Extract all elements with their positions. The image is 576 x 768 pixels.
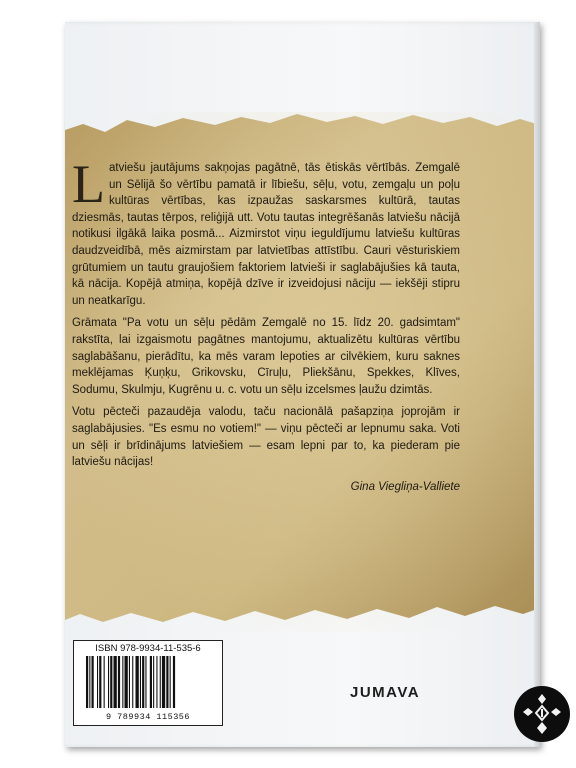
barcode-bar xyxy=(114,656,117,708)
barcode-bar xyxy=(162,656,165,708)
blurb-paragraph-1 xyxy=(72,154,460,309)
barcode-bar xyxy=(92,656,94,708)
barcode-bar xyxy=(156,656,157,708)
barcode-bar xyxy=(136,656,139,708)
author-name: Gina Viegliņa-Valliete xyxy=(350,480,460,493)
publisher-logo: JUMAVA xyxy=(350,684,421,701)
barcode-bar xyxy=(99,656,101,708)
barcode-bar xyxy=(166,656,168,708)
blurb-paragraph-3: Votu pēcteči pazaudēja valodu, taču nacionālā pašapziņa joprojām ir saglabājusies. "Es esmu no votiem!" — viņu pēcteči ar lepnumu saka. Voti un sēļi ir brīdinājums latviešiem — esam lepni par to, ka piederam pie latviešu nācijas! xyxy=(72,406,460,469)
barcode-bar xyxy=(132,656,133,708)
barcode-bar xyxy=(89,656,90,708)
barcode-bar xyxy=(118,656,120,708)
barcode-bar xyxy=(129,656,130,708)
drop-cap: L xyxy=(72,154,105,214)
barcode-bar xyxy=(125,656,128,708)
spine-edge xyxy=(534,22,540,747)
barcode-bar xyxy=(108,656,109,708)
barcode-bar xyxy=(140,656,141,708)
barcode-bar xyxy=(142,656,144,708)
barcode-bar xyxy=(122,656,123,708)
diamond-ornament-icon xyxy=(514,686,570,742)
barcode-bar xyxy=(104,656,105,708)
barcode-bar xyxy=(145,656,146,708)
blurb-paragraph-2: Grāmata "Pa votu un sēļu pēdām Zemgalē no 15. līdz 20. gadsimtam" rakstīta, lai izgaismotu pagātnes mantojumu, aktualizētu kultūras vērtību saglabāšanu, pierādītu, ka mēs varam lepoties ar cilvēkiem, kuru saknes meklējamas Ķuņķu, Grikovsku, Cīruļu, Pliekšānu, Spekkes, Klīves, Sodumu, Skulmju, Kugrēnu u. c. votu un sēļu izcelsmes ļaužu dzimtās. xyxy=(72,317,460,396)
barcode-bar xyxy=(86,656,88,708)
barcode-box xyxy=(73,640,223,726)
barcode-bar xyxy=(150,656,152,708)
blurb-text xyxy=(72,154,460,495)
barcode-bar xyxy=(173,656,175,708)
barcode-bar xyxy=(110,656,112,708)
barcode-bar xyxy=(97,656,98,708)
isbn-label: ISBN 978-9934-11-535-6 xyxy=(95,643,201,654)
paragraph-text: atviešu jautājums sakņojas pagātnē, tās ētiskās vērtībās. Zemgalē un Sēlijā šo vērtību pamatā ir lībiešu, sēļu, votu, zemgaļu un poļu kultūras vērtības, kas izpaužas saskarsmes kultūrā, tautas dziesmās, tautas tērpos, reliģijā utt. Votu tautas integrēšanās latviešu nācijā notikusi ilgākā laika posmā... Aizmirstot viņu ieguldījumu latviešu kultūras daudzveidībā, mēs aizmirstam par latvietības attīstību. Cauri vēsturiskiem grūtumiem un tautu graujošiem faktoriem latvieši ir saglabājušies kā tauta, kā nācija. Kopējā atmiņa, kopējā dzīve ir izveidojusi nāciju — iekšēji stipru un neatkarīgu. xyxy=(72,162,460,307)
barcode-digits: 9 789934 115356 xyxy=(105,712,190,722)
barcode xyxy=(84,656,212,708)
barcode-bar xyxy=(170,656,171,708)
barcode-bar xyxy=(153,656,154,708)
barcode-bar xyxy=(160,656,161,708)
